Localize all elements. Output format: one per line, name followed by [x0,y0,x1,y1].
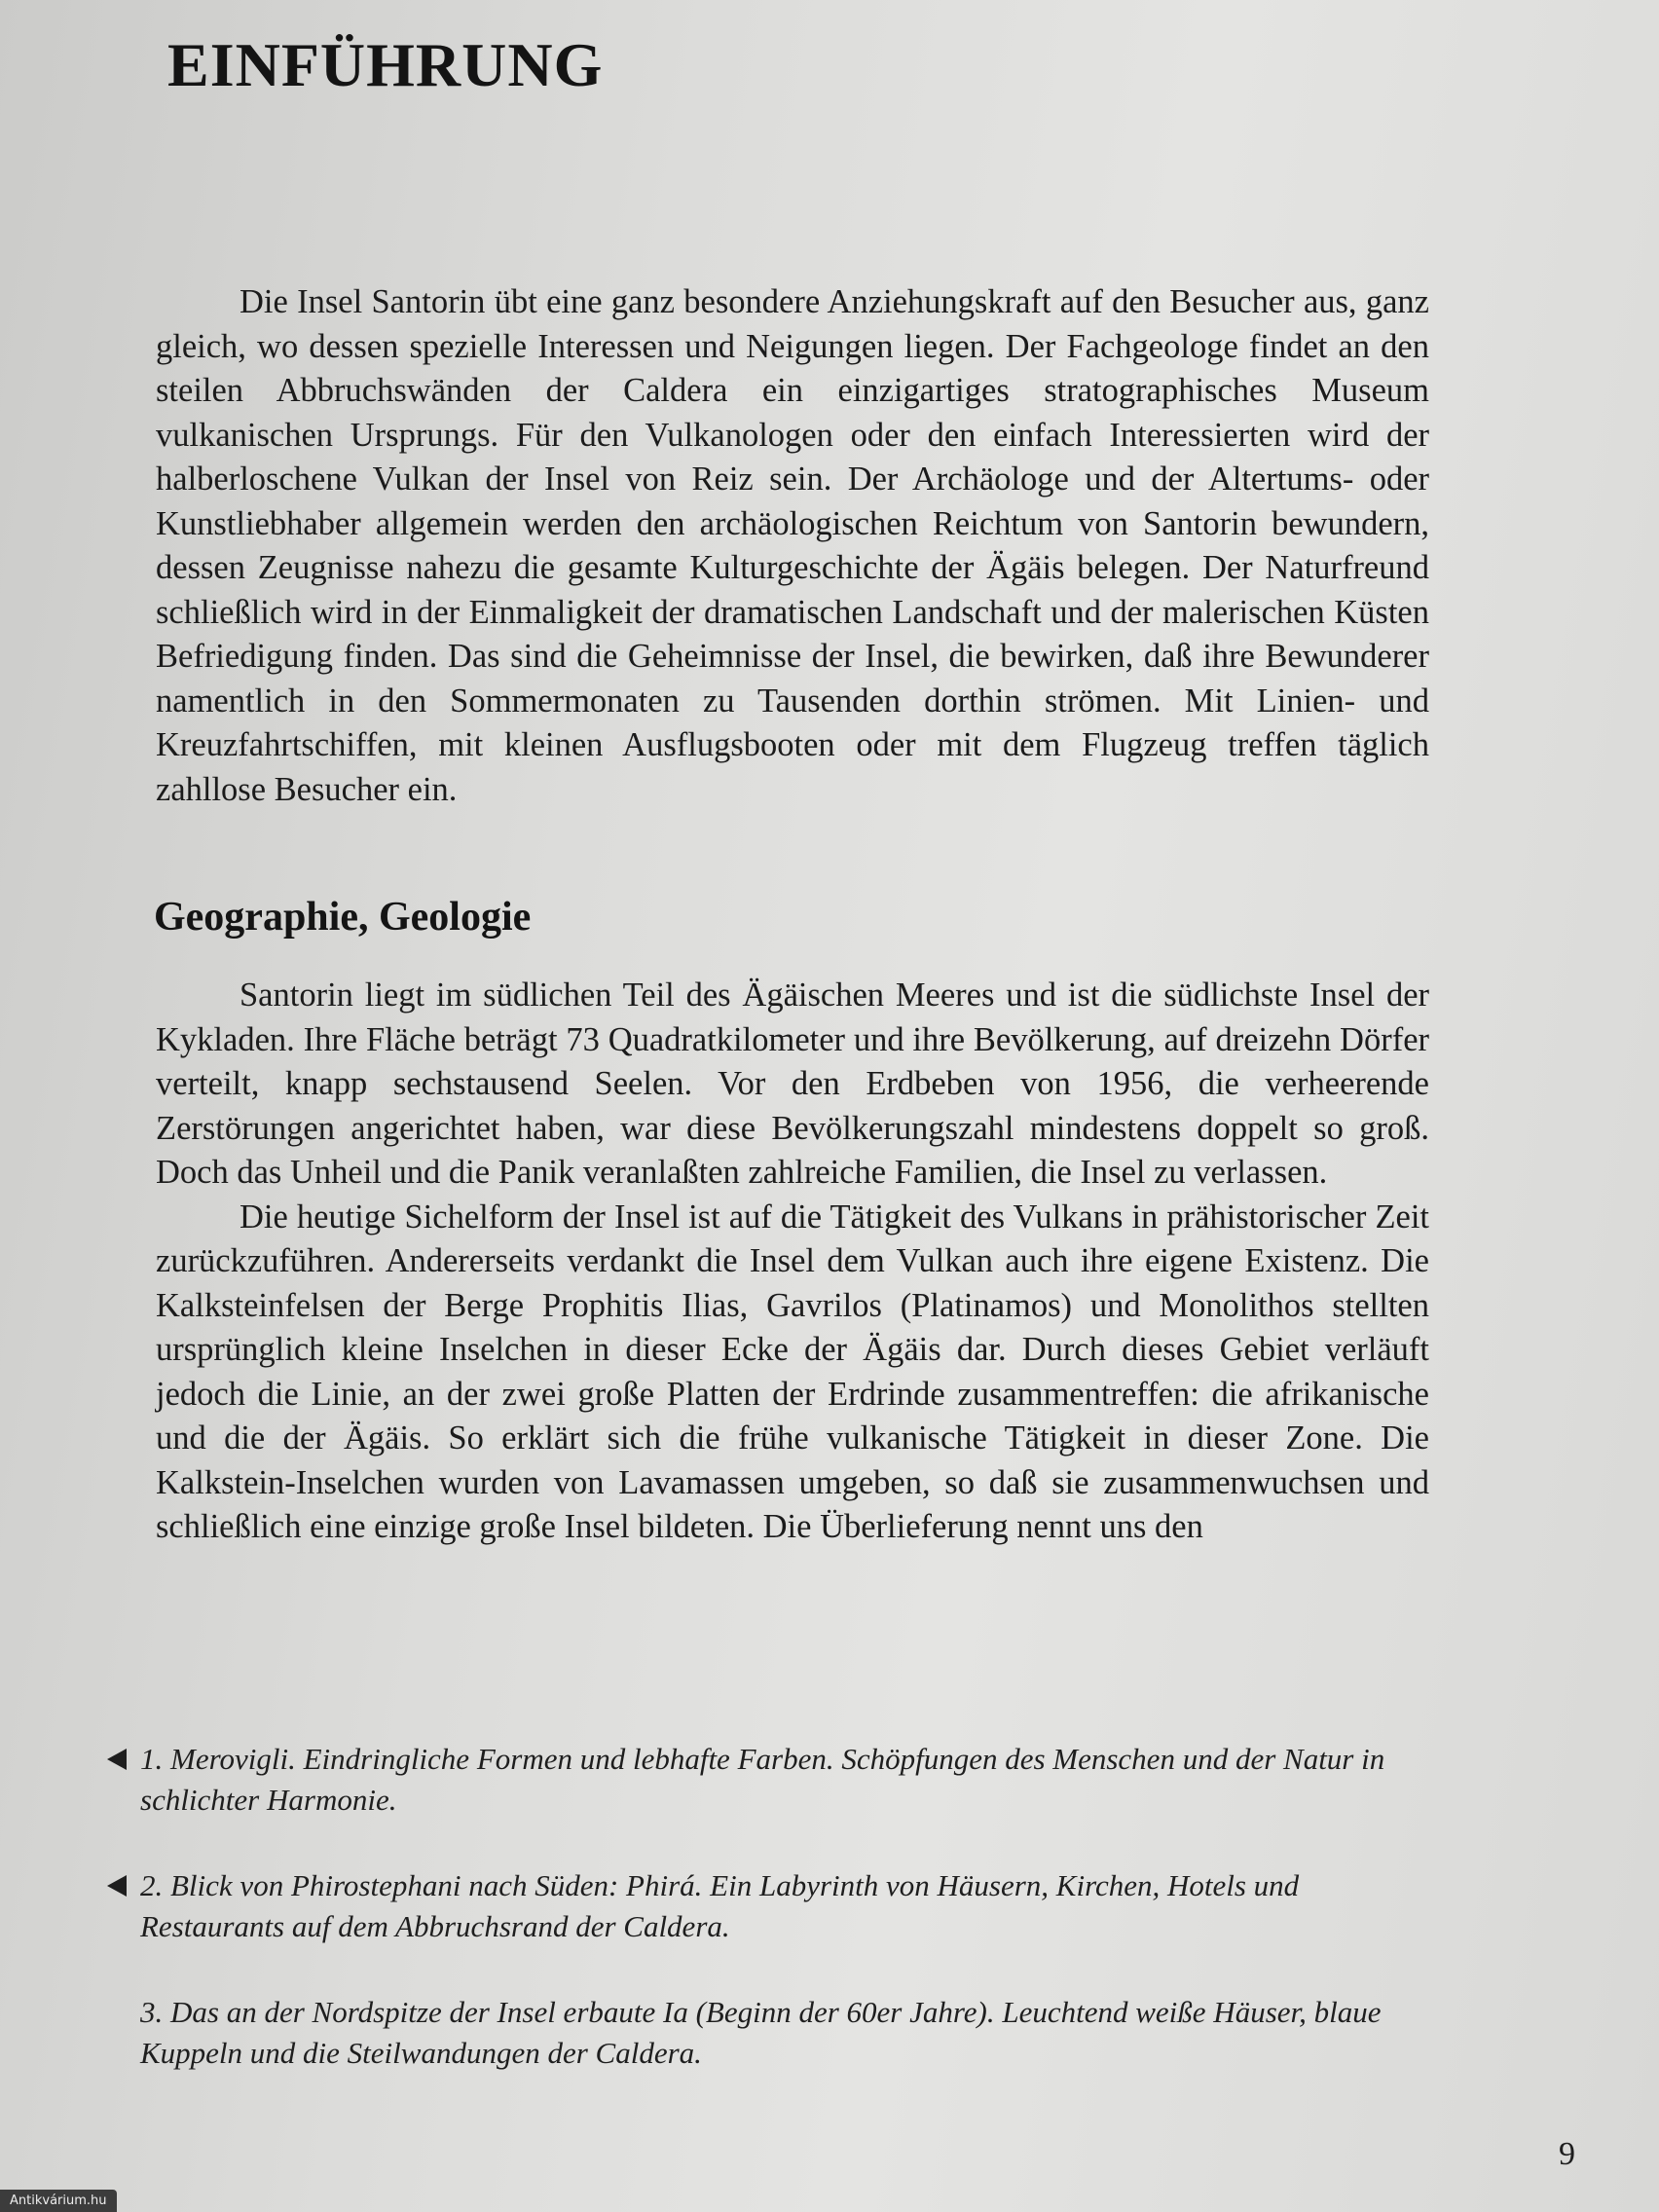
page-number: 9 [1559,2136,1575,2172]
figure-caption-3 [140,1992,1431,2074]
figure-caption-2 [140,1865,1431,1947]
intro-section [156,280,1429,812]
figure-caption-1 [140,1739,1431,1821]
caption-text-2: 2. Blick von Phirostephani nach Süden: Phirá. Ein Labyrinth von Häusern, Kirchen, Hotels und Restaurants auf dem Abbruchsrand der Caldera. [140,1868,1300,1943]
geography-paragraph-2: Die heutige Sichelform der Insel ist auf die Tätigkeit des Vulkans in prähistorischer Zeit zurückzuführen. Andererseits verdankt die Insel dem Vulkan auch ihre eigene Existenz. Die Kalksteinfelsen der Berge Prophitis Ilias, Gavrilos (Platinamos) und Monolithos stellten ursprünglich kleine Inselchen in dieser Ecke der Ägäis dar. Durch dieses Gebiet verläuft jedoch die Linie, an der zwei große Platten der Erdrinde zusammentreffen: die afrikanische und die der Ägäis. So erklärt sich die frühe vulkanische Tätigkeit in dieser Zone. Die Kalkstein-Inselchen wurden von Lavamassen umgeben, so daß sie zusammenwuchsen und schließlich eine einzige große Insel bildeten. Die Überlieferung nennt uns den [156,1198,1429,1545]
caption-text-3: 3. Das an der Nordspitze der Insel erbaute Ia (Beginn der 60er Jahre). Leuchtend weiße Häuser, blaue Kuppeln und die Steilwandungen der Caldera. [140,1995,1382,2070]
geography-section [156,974,1429,1550]
geography-paragraph-1: Santorin liegt im südlichen Teil des Ägäischen Meeres und ist die südlichste Insel der Kykladen. Ihre Fläche beträgt 73 Quadratkilometer und ihre Bevölkerung, auf dreizehn Dörfer verteilt, knapp sechstausend Seelen. Vor den Erdbeben von 1956, die verheerende Zerstörungen angerichtet haben, war diese Bevölkerungszahl mindestens doppelt so groß. Doch das Unheil und die Panik veranlaßten zahlreiche Familien, die Insel zu verlassen. [156,977,1429,1191]
page-title: EINFÜHRUNG [167,30,604,99]
caption-text-1: 1. Merovigli. Eindringliche Formen und lebhafte Farben. Schöpfungen des Menschen und der Natur in schlichter Harmonie. [140,1742,1385,1817]
watermark: Antikvárium.hu [0,2190,117,2212]
section-heading: Geographie, Geologie [154,895,532,940]
intro-paragraph: Die Insel Santorin übt eine ganz besondere Anziehungskraft auf den Besucher aus, ganz gleich, wo dessen spezielle Interessen und Neigungen liegen. Der Fachgeologe findet an den steilen Abbruchswänden der Caldera ein einzigartiges stratographisches Museum vulkanischen Ursprungs. Für den Vulkanologen oder den einfach Interessierten wird der halberloschene Vulkan der Insel von Reiz sein. Der Archäologe und der Altertums- oder Kunstliebhaber allgemein werden den archäologischen Reichtum von Santorin bewundern, dessen Zeugnisse nahezu die gesamte Kulturgeschichte der Ägäis belegen. Der Naturfreund schließlich wird in der Einmaligkeit der dramatischen Landschaft und der malerischen Küsten Befriedigung finden. Das sind die Geheimnisse der Insel, die bewirken, daß ihre Bewunderer namentlich in den Sommermonaten zu Tausenden dorthin strömen. Mit Linien- und Kreuzfahrtschiffen, mit kleinen Ausflugsbooten oder mit dem Flugzeug treffen täglich zahllose Besucher ein. [156,283,1429,808]
left-arrow-icon [107,1875,127,1897]
left-arrow-icon [107,1749,127,1770]
